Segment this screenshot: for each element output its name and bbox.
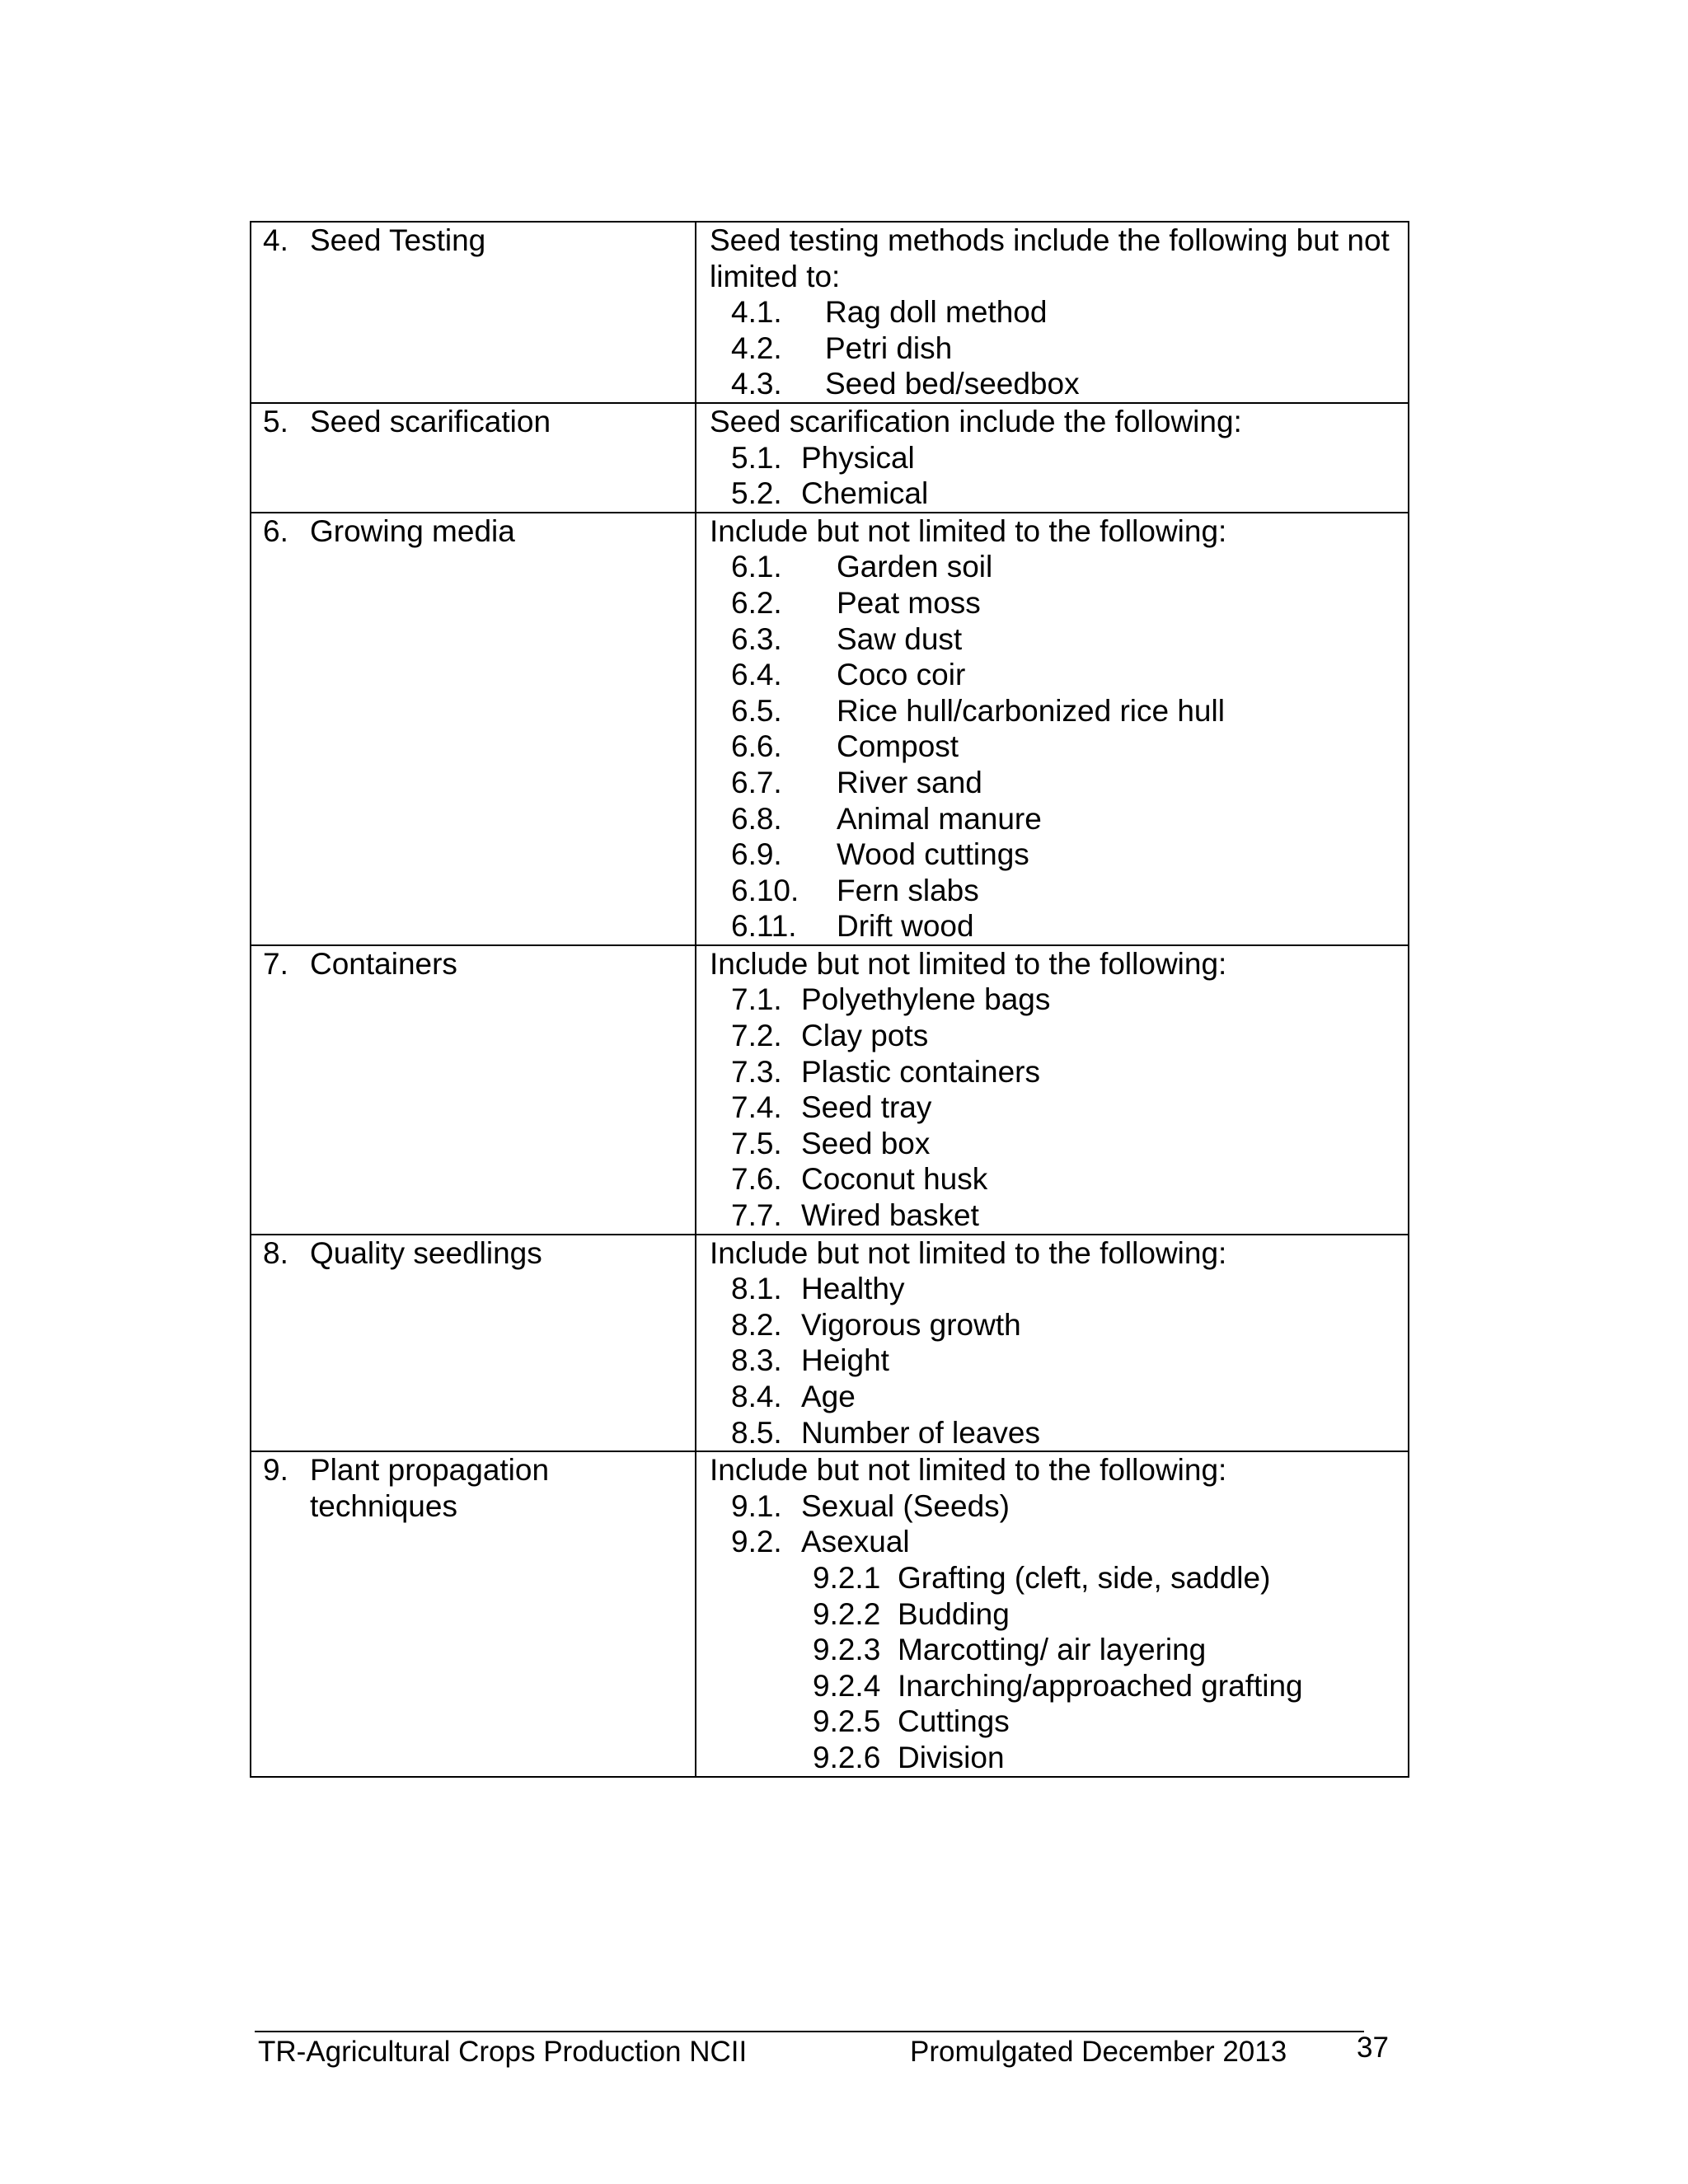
item-number: 4.2. <box>731 330 782 365</box>
subitem-number: 9.2.4 <box>813 1668 881 1703</box>
list-item <box>710 1488 1396 1525</box>
list-item <box>710 1090 1396 1126</box>
item-text: Seed tray <box>801 1090 932 1125</box>
item-number: 7.4. <box>731 1090 782 1125</box>
item-number: 5.1. <box>731 440 782 475</box>
item-text: Height <box>801 1343 889 1378</box>
item-text: Polyethylene bags <box>801 982 1051 1017</box>
variable-cell <box>251 403 696 513</box>
variable-cell <box>251 222 696 403</box>
item-text: Coconut husk <box>801 1162 988 1197</box>
list-item <box>710 476 1396 512</box>
item-text: Age <box>801 1380 856 1413</box>
table-row <box>251 1235 1409 1452</box>
variable-number: 7. <box>263 946 288 981</box>
item-text: Wired basket <box>801 1198 979 1233</box>
item-number: 7.3. <box>731 1054 782 1089</box>
item-number: 6.2. <box>731 585 782 620</box>
item-text: Garden soil <box>837 550 993 584</box>
variable-label: Growing media <box>310 513 515 548</box>
subitem-text: Division <box>898 1740 1005 1774</box>
list-item <box>710 1415 1396 1451</box>
list-item <box>710 908 1396 944</box>
variable-number: 8. <box>263 1235 288 1270</box>
sub-list-item <box>710 1668 1396 1704</box>
variable-label: Containers <box>310 946 457 981</box>
list-item <box>710 294 1396 330</box>
list-item <box>710 657 1396 693</box>
range-of-variables-table <box>250 221 1409 1778</box>
item-text: Animal manure <box>837 801 1042 836</box>
item-text: Fern slabs <box>837 873 979 907</box>
list-item <box>710 621 1396 658</box>
sub-list-item <box>710 1740 1396 1776</box>
item-text: Chemical <box>801 476 929 511</box>
item-number: 6.5. <box>731 693 782 728</box>
item-number: 8.2. <box>731 1307 782 1342</box>
table-row <box>251 945 1409 1235</box>
footer-divider <box>255 2031 1364 2032</box>
variable-number: 4. <box>263 223 288 257</box>
list-item <box>710 1197 1396 1234</box>
table-row <box>251 1451 1409 1776</box>
range-intro: Include but not limited to the following: <box>710 1235 1227 1270</box>
list-item <box>710 1271 1396 1307</box>
subitem-text: Budding <box>898 1596 1010 1631</box>
range-intro: Seed testing methods include the following but not limited to: <box>710 223 1390 293</box>
footer-document-title: TR-Agricultural Crops Production NCII <box>258 2036 748 2068</box>
item-text: Seed bed/seedbox <box>825 367 1080 401</box>
item-text: Petri dish <box>825 330 953 365</box>
variable-cell <box>251 1235 696 1452</box>
variable-number: 6. <box>263 513 288 548</box>
list-item <box>710 549 1396 585</box>
item-number: 6.10. <box>731 873 799 907</box>
variable-label: Seed Testing <box>310 223 486 257</box>
item-text: Vigorous growth <box>801 1307 1021 1342</box>
item-text: Clay pots <box>801 1019 929 1053</box>
item-number: 8.1. <box>731 1272 782 1306</box>
item-text: Compost <box>837 729 959 764</box>
list-item <box>710 1524 1396 1560</box>
list-item <box>710 801 1396 837</box>
item-number: 5.2. <box>731 476 782 511</box>
item-text: Plastic containers <box>801 1054 1040 1089</box>
table-row <box>251 513 1409 945</box>
item-text: Physical <box>801 440 915 475</box>
item-number: 9.1. <box>731 1488 782 1523</box>
item-text: Asexual <box>801 1525 910 1559</box>
item-text: Seed box <box>801 1126 931 1160</box>
variable-number: 5. <box>263 404 288 438</box>
item-text: Drift wood <box>837 909 974 944</box>
list-item <box>710 585 1396 621</box>
sub-list-item <box>710 1596 1396 1633</box>
list-item <box>710 1343 1396 1379</box>
range-intro: Include but not limited to the following: <box>710 513 1227 548</box>
variable-label: Plant propagation techniques <box>310 1453 550 1523</box>
item-number: 6.11. <box>731 909 797 944</box>
item-text: Healthy <box>801 1272 905 1306</box>
item-text: Number of leaves <box>801 1415 1040 1450</box>
item-text: Peat moss <box>837 585 981 620</box>
item-text: Rag doll method <box>825 295 1048 330</box>
list-item <box>710 765 1396 801</box>
item-number: 8.5. <box>731 1415 782 1450</box>
range-intro: Include but not limited to the following: <box>710 946 1227 981</box>
list-item <box>710 1307 1396 1343</box>
subitem-text: Inarching/approached grafting <box>898 1668 1303 1703</box>
variable-cell <box>251 513 696 945</box>
variable-number: 9. <box>263 1453 288 1488</box>
subitem-text: Cuttings <box>898 1704 1010 1739</box>
list-item <box>710 873 1396 909</box>
subitem-number: 9.2.5 <box>813 1704 881 1739</box>
subitem-number: 9.2.6 <box>813 1740 881 1774</box>
item-number: 4.1. <box>731 295 782 330</box>
item-number: 7.2. <box>731 1019 782 1053</box>
list-item <box>710 693 1396 729</box>
list-item <box>710 1126 1396 1162</box>
range-cell <box>696 1451 1409 1776</box>
list-item <box>710 1018 1396 1054</box>
page-number: 37 <box>1357 2032 1389 2064</box>
range-cell <box>696 403 1409 513</box>
list-item <box>710 982 1396 1018</box>
list-item <box>710 837 1396 873</box>
item-number: 4.3. <box>731 367 782 401</box>
footer-promulgation-date: Promulgated December 2013 <box>910 2036 1287 2068</box>
range-cell <box>696 222 1409 403</box>
item-number: 7.7. <box>731 1198 782 1233</box>
list-item <box>710 1379 1396 1415</box>
item-number: 7.6. <box>731 1162 782 1197</box>
list-item <box>710 330 1396 367</box>
sub-list-item <box>710 1560 1396 1596</box>
item-number: 7.1. <box>731 982 782 1017</box>
table-row <box>251 403 1409 513</box>
item-text: Coco coir <box>837 658 966 692</box>
variable-label: Quality seedlings <box>310 1235 542 1270</box>
item-number: 6.3. <box>731 621 782 656</box>
item-number: 8.3. <box>731 1343 782 1378</box>
range-cell <box>696 945 1409 1235</box>
subitem-text: Grafting (cleft, side, saddle) <box>898 1560 1271 1595</box>
list-item <box>710 366 1396 402</box>
list-item <box>710 1161 1396 1197</box>
variable-label: Seed scarification <box>310 404 551 438</box>
subitem-number: 9.2.3 <box>813 1633 881 1667</box>
item-text: Saw dust <box>837 621 963 656</box>
item-text: Rice hull/carbonized rice hull <box>837 693 1225 728</box>
list-item <box>710 1054 1396 1090</box>
list-item <box>710 440 1396 476</box>
item-text: Wood cuttings <box>837 837 1029 872</box>
list-item <box>710 729 1396 765</box>
range-cell <box>696 513 1409 945</box>
item-number: 6.7. <box>731 765 782 799</box>
item-number: 7.5. <box>731 1126 782 1160</box>
item-number: 6.1. <box>731 550 782 584</box>
item-number: 8.4. <box>731 1380 782 1413</box>
table-body <box>251 222 1409 1777</box>
sub-list-item <box>710 1704 1396 1740</box>
item-number: 6.4. <box>731 658 782 692</box>
range-intro: Seed scarification include the following: <box>710 404 1242 438</box>
subitem-number: 9.2.1 <box>813 1560 881 1595</box>
item-number: 6.8. <box>731 801 782 836</box>
item-number: 6.6. <box>731 729 782 764</box>
item-text: River sand <box>837 765 982 799</box>
table-row <box>251 222 1409 403</box>
range-intro: Include but not limited to the following: <box>710 1453 1227 1488</box>
item-number: 6.9. <box>731 837 782 872</box>
sub-list-item <box>710 1632 1396 1668</box>
item-number: 9.2. <box>731 1525 782 1559</box>
subitem-number: 9.2.2 <box>813 1596 881 1631</box>
variable-cell <box>251 945 696 1235</box>
item-text: Sexual (Seeds) <box>801 1488 1010 1523</box>
variable-cell <box>251 1451 696 1776</box>
range-cell <box>696 1235 1409 1452</box>
subitem-text: Marcotting/ air layering <box>898 1633 1207 1667</box>
